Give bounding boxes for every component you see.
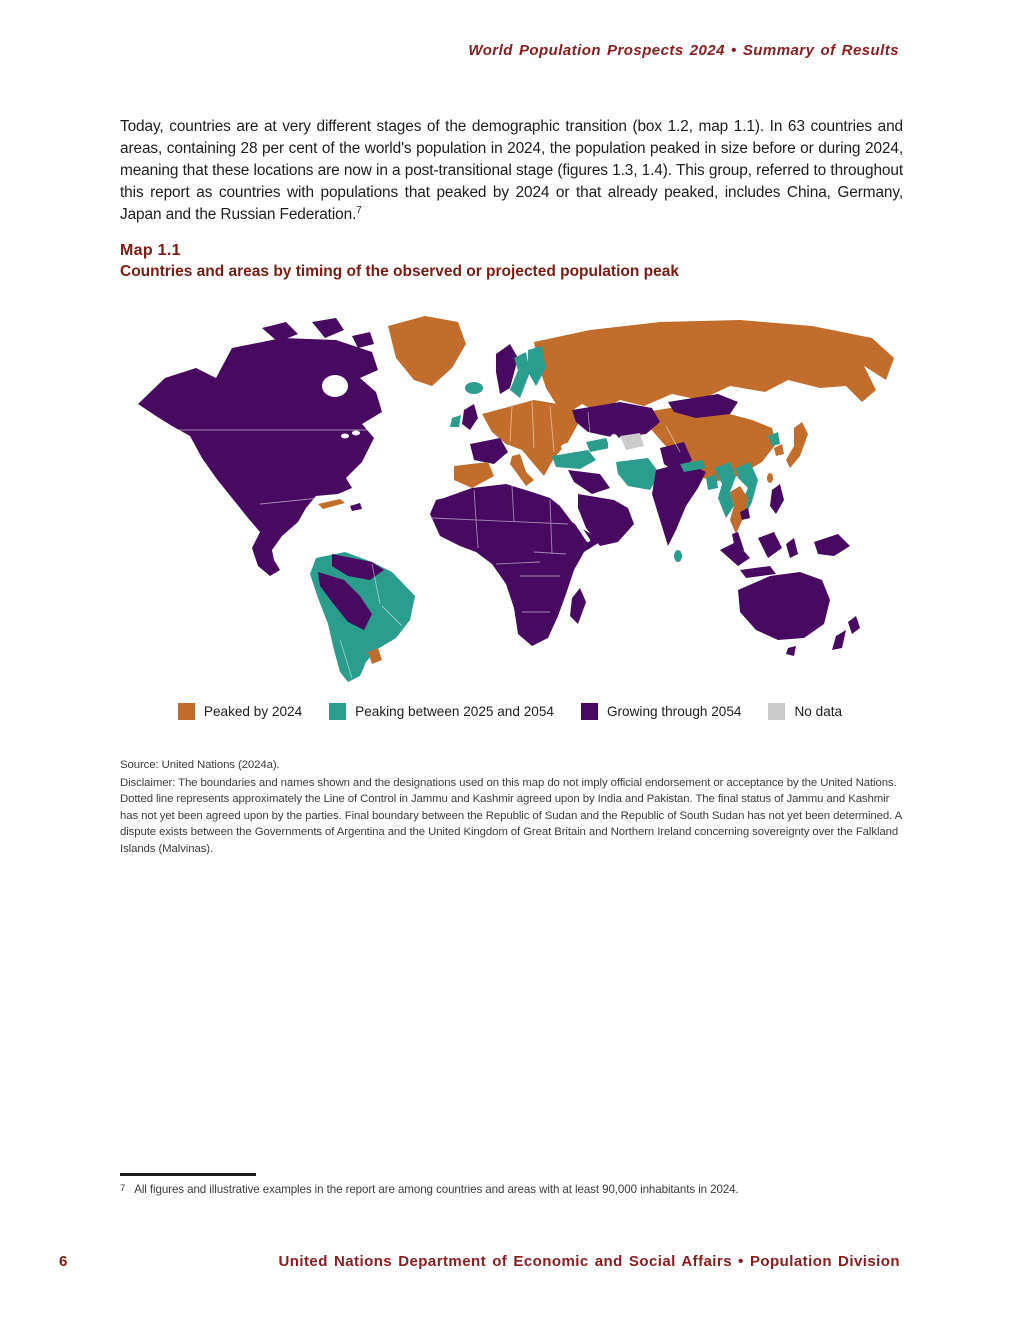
great-lake-2: [352, 431, 360, 436]
region-hispaniola: [350, 503, 362, 511]
region-tasmania: [786, 646, 796, 656]
region-caucasus: [586, 438, 610, 452]
footnote-text: All figures and illustrative examples in the report are among countries and areas with at least 90,000 inhabitants in 2024.: [134, 1183, 739, 1196]
page-number: 6: [59, 1253, 68, 1270]
legend-item-peaked: [178, 703, 302, 720]
region-sri-lanka: [674, 550, 682, 562]
region-iberia: [454, 462, 494, 488]
map-disclaimer: Disclaimer: The boundaries and names shown and the designations used on this map do not imply official endorsement or acceptance by the United Nations. Dotted line represents approximately the Line of Control in Jammu and Kashmir agreed upon by India and Pakistan. The final status of Jammu and Kashmir has not yet been agreed upon by the parties. Final boundary between the Republic of Sudan and the Republic of South Sudan has not yet been determined. A dispute exists between the Governments of Argentina and the United Kingdom of Great Britain and Northern Ireland concerning sovereignty over the Falkland Islands (Malvinas).: [120, 777, 902, 855]
region-turkey: [552, 450, 596, 469]
region-new-zealand: [832, 616, 860, 650]
world-map-figure: [120, 306, 900, 700]
region-greenland: [388, 316, 466, 386]
persian-gulf: [621, 499, 631, 505]
legend-label-growing: Growing through 2054: [606, 704, 742, 719]
map-label: Map 1.1: [120, 242, 181, 259]
footnote: [120, 1183, 904, 1196]
legend-item-growing: [581, 703, 742, 720]
region-india: [652, 462, 706, 546]
region-indonesia: [720, 532, 798, 578]
legend-swatch-peaked: [178, 703, 195, 720]
region-north-america: [138, 338, 382, 576]
region-japan: [786, 422, 808, 468]
region-australia: [738, 572, 830, 640]
region-iceland: [465, 382, 483, 394]
world-map-svg: [120, 306, 900, 700]
intro-paragraph: [120, 116, 903, 225]
region-ireland: [450, 415, 461, 427]
legend-item-nodata: [768, 703, 842, 720]
legend-swatch-nodata: [768, 703, 785, 720]
footnote-number: 7: [120, 1183, 126, 1194]
region-kazakhstan-central-asia: [572, 402, 660, 438]
map-legend: [120, 703, 900, 720]
legend-label-peaking: Peaking between 2025 and 2054: [355, 704, 554, 719]
region-iran: [616, 458, 660, 490]
region-africa: [430, 484, 600, 646]
running-footer: United Nations Department of Economic and Social Affairs • Population Division: [278, 1253, 900, 1270]
region-myanmar: [714, 462, 736, 518]
running-header: World Population Prospects 2024 • Summary of Results: [468, 42, 899, 59]
region-south-korea: [774, 444, 784, 456]
legend-label-peaked: Peaked by 2024: [203, 704, 303, 719]
legend-swatch-peaking: [329, 703, 346, 720]
region-levant-iraq: [568, 470, 610, 494]
caspian-sea: [608, 434, 620, 458]
intro-text: Today, countries are at very different stages of the demographic transition (box 1.2, map 1.1). In 63 countries and areas, containing 28 per cent of the world's population in 2024, the population peaked in size before or during 2024, meaning that these locations are now in a post-transitional stage (figures 1.3, 1.4). This group, referred to throughout this report as countries with populations that peaked by 2024 or that already peaked, includes China, Germany, Japan and the Russian Federation.: [120, 118, 903, 223]
region-philippines: [770, 484, 784, 514]
region-cuba: [318, 499, 345, 509]
great-lake-1: [341, 434, 349, 439]
region-madagascar: [570, 588, 586, 624]
hudson-bay: [322, 375, 348, 397]
map-source: Source: United Nations (2024a).: [120, 759, 280, 771]
legend-swatch-growing: [581, 703, 598, 720]
region-france: [470, 438, 508, 464]
footnote-divider: [120, 1173, 256, 1176]
region-taiwan: [767, 473, 773, 483]
legend-item-peaking: [329, 703, 554, 720]
map-title: Countries and areas by timing of the observed or projected population peak: [120, 263, 679, 280]
legend-label-nodata: No data: [794, 704, 843, 719]
black-sea: [561, 443, 583, 452]
region-new-guinea: [814, 534, 850, 556]
footnote-reference: 7: [356, 204, 362, 216]
region-turkmenistan: [620, 433, 644, 450]
region-uk: [462, 404, 478, 430]
